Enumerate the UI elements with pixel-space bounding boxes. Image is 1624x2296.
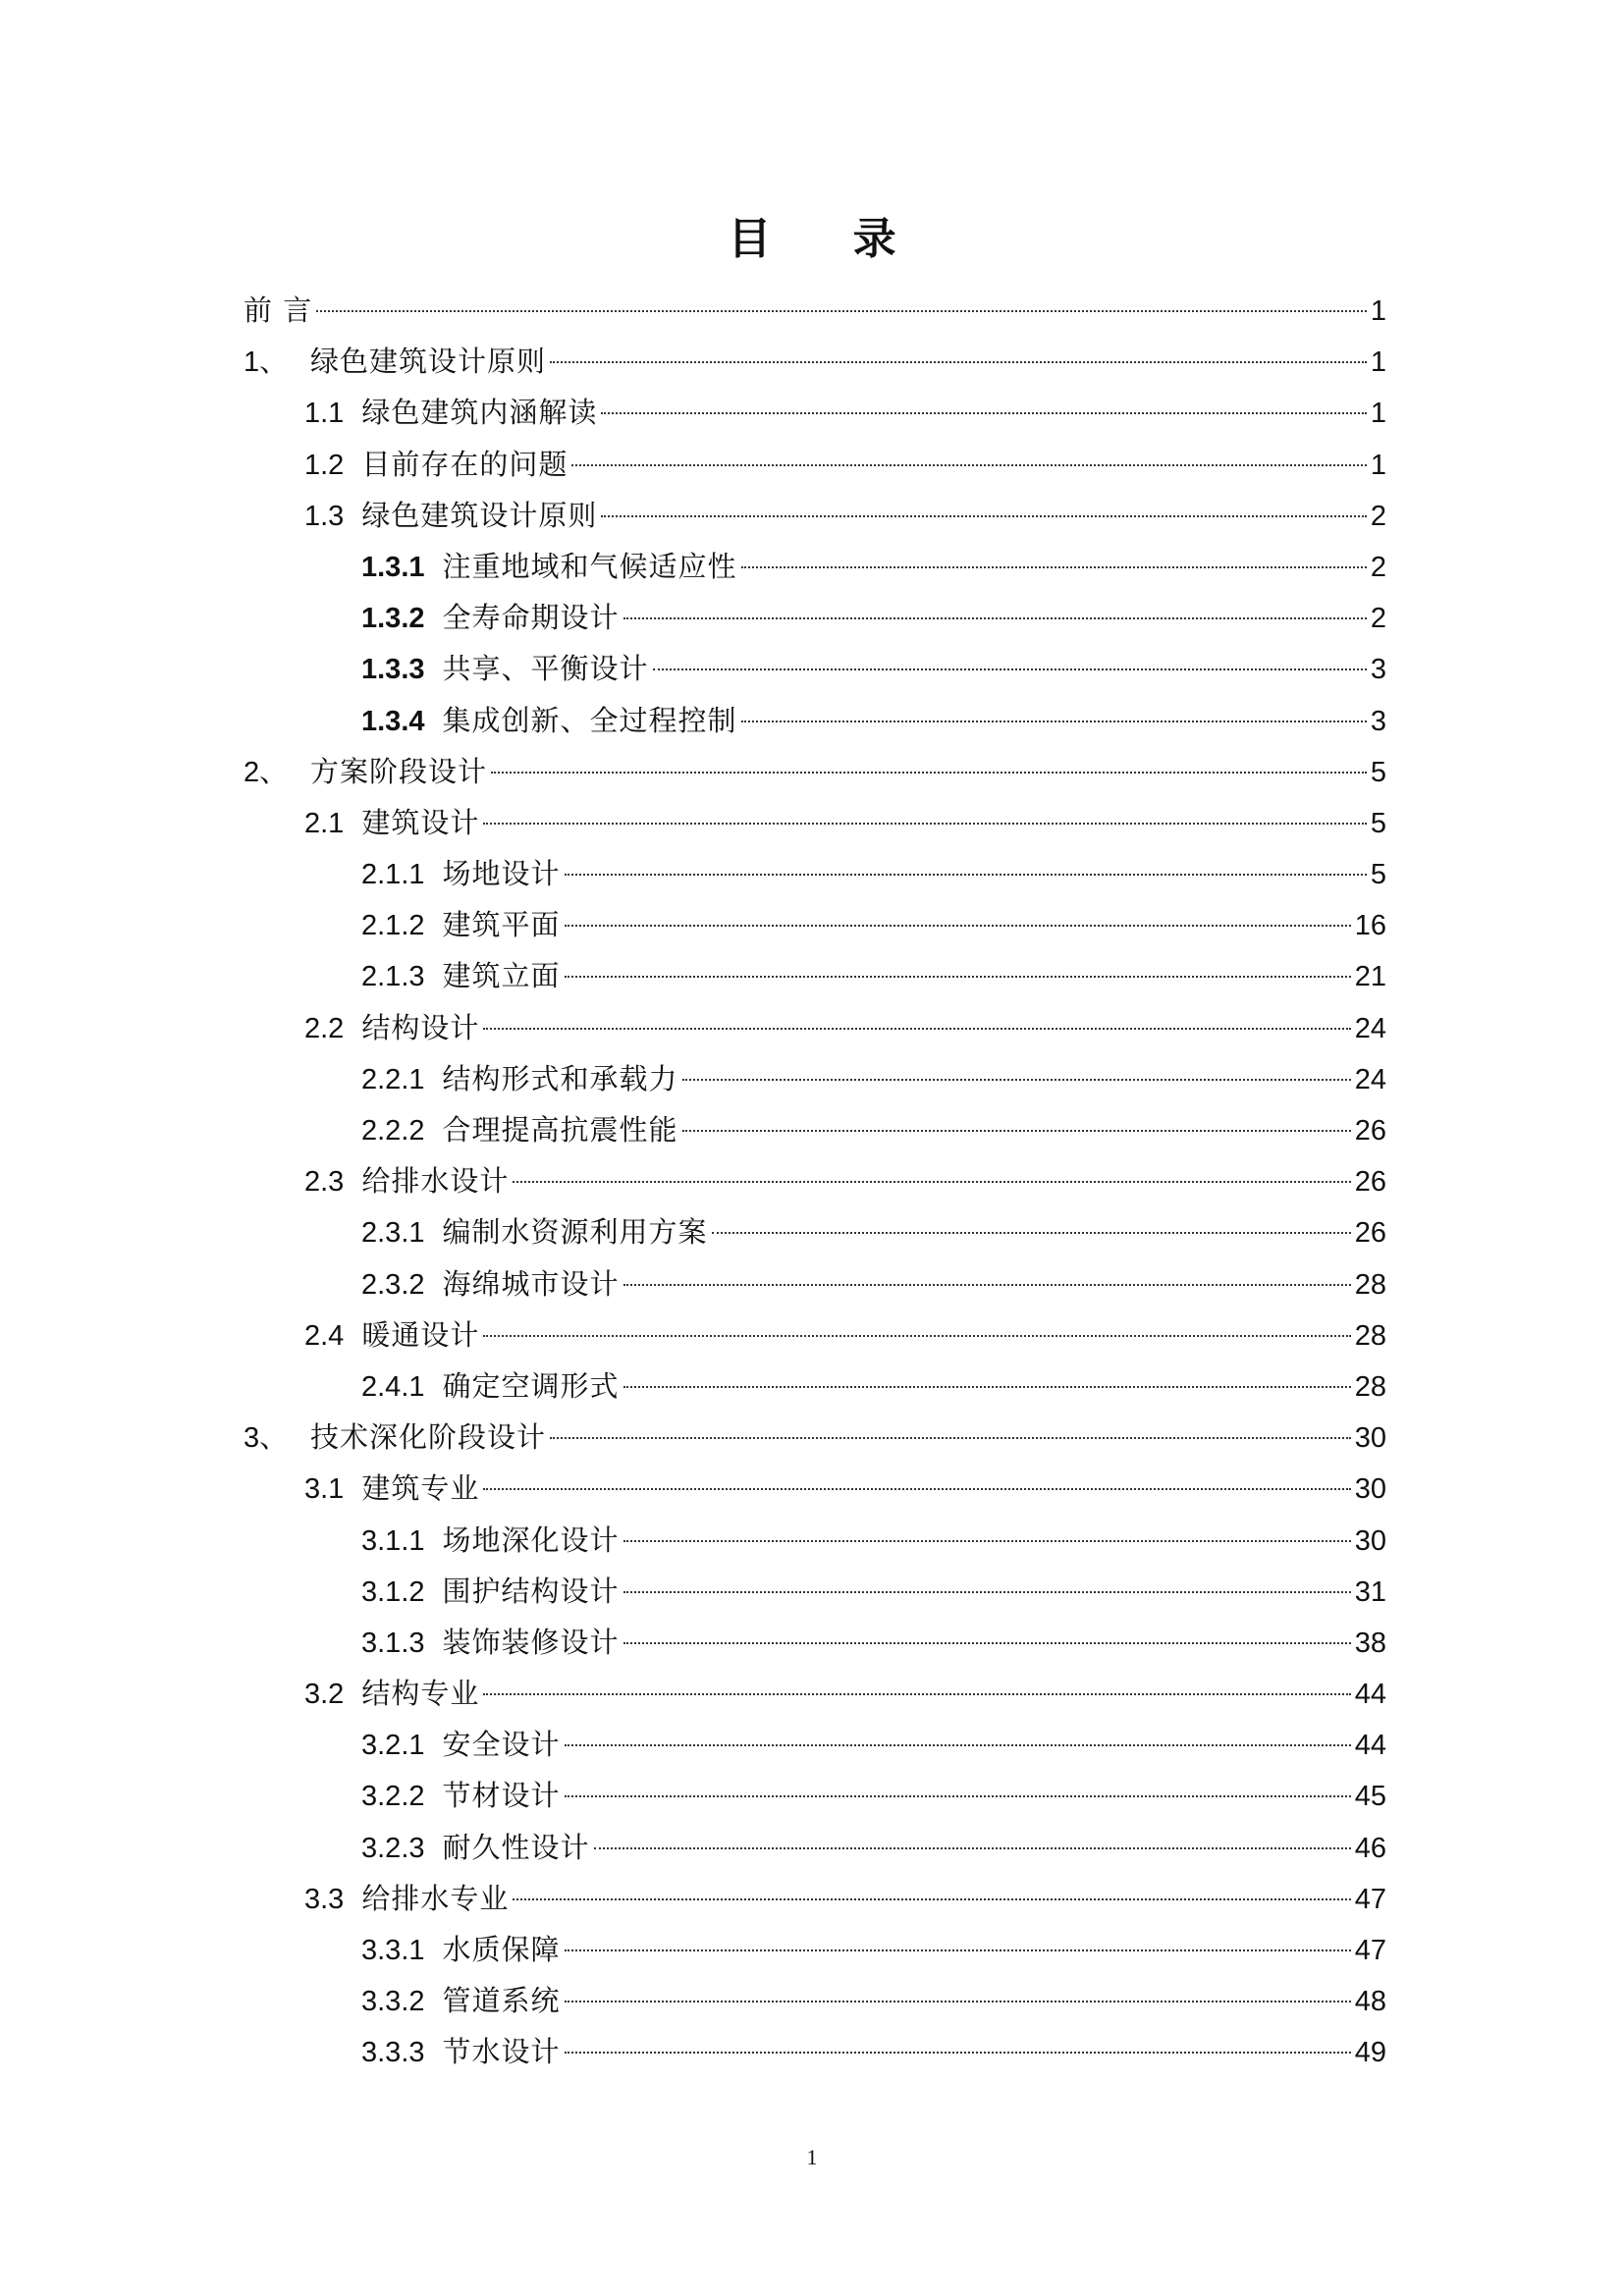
- toc-entry-page: 46: [1354, 1832, 1386, 1864]
- toc-entry-number: 2.3: [304, 1166, 345, 1199]
- toc-title: 目 录: [728, 214, 930, 264]
- toc-entry-number: 3.1: [304, 1473, 345, 1506]
- toc-entry-page: 24: [1354, 1063, 1386, 1095]
- toc-entry-page: 24: [1354, 1012, 1386, 1044]
- toc-entry-page: 38: [1354, 1627, 1386, 1659]
- dot-leader: [741, 721, 1367, 722]
- toc-entry-label: 合理提高抗震性能: [442, 1113, 678, 1147]
- toc-entry[interactable]: [244, 592, 1386, 643]
- toc-entry-label: 场地深化设计: [442, 1522, 620, 1557]
- toc-entry-page: 26: [1354, 1166, 1386, 1199]
- toc-entry-label: 共享、平衡设计: [442, 652, 649, 686]
- dot-leader: [565, 874, 1367, 876]
- toc-entry[interactable]: [244, 950, 1386, 1001]
- toc-entry[interactable]: [244, 1002, 1386, 1053]
- toc-entry[interactable]: [244, 1873, 1386, 1924]
- toc-entry-number: 1.3.2: [361, 603, 425, 635]
- toc-entry-label: 目前存在的问题: [361, 447, 568, 481]
- toc-entry-number: 2.4.1: [361, 1370, 425, 1403]
- toc-entry-label: 安全设计: [442, 1728, 561, 1762]
- toc-entry[interactable]: [244, 899, 1386, 950]
- dot-leader: [483, 1335, 1350, 1337]
- toc-entry-number: 3.1.2: [361, 1575, 425, 1608]
- toc-entry-number: 2.3.2: [361, 1268, 425, 1301]
- toc-entry-page: 28: [1354, 1268, 1386, 1301]
- toc-entry-number: 2、: [244, 756, 289, 788]
- toc-entry-page: 44: [1354, 1679, 1386, 1711]
- toc-entry-number: 2.1.3: [361, 961, 425, 993]
- toc-entry-label: 管道系统: [442, 1984, 561, 2018]
- dot-leader: [565, 2052, 1351, 2054]
- toc-entry-label: 前 言: [244, 294, 313, 327]
- toc-entry-page: 31: [1354, 1575, 1386, 1608]
- toc-entry-label: 节材设计: [442, 1779, 561, 1813]
- toc-entry-label: 结构设计: [361, 1010, 480, 1044]
- page-number: 1: [806, 2145, 818, 2169]
- dot-leader: [601, 515, 1367, 517]
- toc-entry[interactable]: [244, 1309, 1386, 1361]
- toc-entry-number: 3.3.1: [361, 1935, 425, 1966]
- toc-entry-number: 3.1.1: [361, 1524, 425, 1557]
- toc-entry-number: 2.2.2: [361, 1115, 425, 1147]
- toc-entry[interactable]: [244, 1617, 1386, 1668]
- toc-entry-page: 30: [1354, 1422, 1386, 1455]
- dot-leader: [565, 1744, 1351, 1746]
- toc-entry-number: 1.3.4: [361, 705, 425, 737]
- toc-entry-page: 26: [1354, 1217, 1386, 1250]
- toc-entry-number: 2.2.1: [361, 1063, 425, 1095]
- dot-leader: [550, 361, 1367, 363]
- dot-leader: [623, 1540, 1351, 1542]
- dot-leader: [565, 925, 1351, 927]
- toc-entry-label: 绿色建筑内涵解读: [361, 396, 598, 430]
- toc-entry-number: 2.3.1: [361, 1217, 425, 1250]
- toc-entry-number: 2.1: [304, 807, 345, 839]
- toc-entry-number: 1、: [244, 347, 289, 379]
- toc-entry-page: 2: [1370, 500, 1386, 532]
- toc-entry[interactable]: [244, 1412, 1386, 1463]
- toc-entry-page: 49: [1354, 2037, 1386, 2069]
- toc-entry[interactable]: [244, 746, 1386, 797]
- toc-entry-page: 30: [1354, 1473, 1386, 1506]
- toc-entry-number: 3.1.3: [361, 1627, 425, 1659]
- toc-entry-page: 5: [1370, 859, 1386, 891]
- toc-entry[interactable]: [244, 643, 1386, 694]
- toc-entry-page: 1: [1370, 449, 1386, 481]
- dot-leader: [594, 1847, 1351, 1849]
- toc-entry-label: 围护结构设计: [442, 1574, 620, 1608]
- toc-entry[interactable]: [244, 848, 1386, 899]
- dot-leader: [513, 1181, 1350, 1183]
- toc-entry-number: 3.2.2: [361, 1781, 425, 1813]
- toc-entry[interactable]: [244, 541, 1386, 592]
- toc-entry-page: 30: [1354, 1524, 1386, 1557]
- toc-entry-label: 方案阶段设计: [310, 754, 488, 788]
- toc-entry[interactable]: [244, 1975, 1386, 2026]
- toc-entry-number: 3、: [244, 1422, 289, 1455]
- toc-entry-page: 2: [1370, 603, 1386, 635]
- dot-leader: [623, 1642, 1351, 1644]
- dot-leader: [550, 1437, 1351, 1439]
- toc-entry-label: 耐久性设计: [442, 1830, 590, 1864]
- toc-entry-page: 3: [1370, 705, 1386, 737]
- toc-entry-page: 47: [1354, 1935, 1386, 1966]
- toc-entry[interactable]: [244, 1668, 1386, 1719]
- dot-leader: [712, 1232, 1351, 1234]
- toc-entry-label: 海绵城市设计: [442, 1266, 620, 1301]
- toc-entry-label: 结构专业: [361, 1677, 480, 1711]
- toc-entry-number: 1.1: [304, 398, 345, 430]
- toc-entry-number: 3.3: [304, 1883, 345, 1915]
- toc-entry-page: 1: [1370, 347, 1386, 379]
- toc-entry-label: 给排水专业: [361, 1881, 510, 1915]
- toc-entry-label: 集成创新、全过程控制: [442, 703, 737, 737]
- toc-entry-number: 3.2.3: [361, 1832, 425, 1864]
- toc-entry-number: 3.2.1: [361, 1730, 425, 1762]
- toc-entry-number: 3.3.3: [361, 2037, 425, 2069]
- toc-entry-page: 44: [1354, 1730, 1386, 1762]
- toc-entry-label: 绿色建筑设计原则: [310, 345, 547, 379]
- dot-leader: [565, 1795, 1351, 1797]
- dot-leader: [682, 1079, 1351, 1081]
- dot-leader: [483, 1028, 1350, 1030]
- dot-leader: [565, 2001, 1351, 2002]
- dot-leader: [483, 1693, 1350, 1695]
- toc-entry-label: 水质保障: [442, 1933, 561, 1966]
- toc-entry[interactable]: [244, 1822, 1386, 1873]
- dot-leader: [623, 1591, 1351, 1593]
- toc-entry-page: 21: [1354, 961, 1386, 993]
- toc-entry[interactable]: [244, 490, 1386, 541]
- toc-entry[interactable]: [244, 439, 1386, 490]
- toc-entry-page: 2: [1370, 551, 1386, 583]
- toc-entry[interactable]: [244, 1155, 1386, 1206]
- toc-entry-label: 技术深化阶段设计: [310, 1420, 547, 1455]
- toc-entry-page: 28: [1354, 1370, 1386, 1403]
- dot-leader: [623, 1386, 1351, 1388]
- toc-entry-page: 48: [1354, 1986, 1386, 2018]
- toc-entry-number: 2.1.2: [361, 910, 425, 942]
- dot-leader: [653, 668, 1367, 670]
- toc-entry-label: 编制水资源利用方案: [442, 1215, 708, 1250]
- toc-entry-label: 建筑平面: [442, 908, 561, 942]
- toc-entry-page: 26: [1354, 1115, 1386, 1147]
- toc-entry[interactable]: [244, 387, 1386, 438]
- toc-entry-label: 结构形式和承载力: [442, 1061, 678, 1095]
- toc-entry-number: 3.2: [304, 1679, 345, 1711]
- toc-entry-number: 3.3.2: [361, 1986, 425, 2018]
- toc-entry-page: 45: [1354, 1781, 1386, 1813]
- dot-leader: [565, 976, 1351, 978]
- dot-leader: [623, 1284, 1351, 1286]
- toc-entry[interactable]: [244, 1566, 1386, 1617]
- toc-entry[interactable]: [244, 1361, 1386, 1412]
- toc-entry[interactable]: [244, 1258, 1386, 1309]
- toc-entry-label: 节水设计: [442, 2035, 561, 2069]
- toc-entry-label: 绿色建筑设计原则: [361, 498, 598, 532]
- toc-entry[interactable]: [244, 695, 1386, 746]
- dot-leader: [682, 1130, 1351, 1132]
- toc-entry-page: 16: [1354, 910, 1386, 942]
- dot-leader: [513, 1898, 1350, 1900]
- toc-entry-label: 注重地域和气候适应性: [442, 549, 737, 583]
- dot-leader: [491, 772, 1367, 774]
- toc-entry[interactable]: [244, 1515, 1386, 1566]
- dot-leader: [601, 412, 1367, 414]
- dot-leader: [571, 464, 1367, 466]
- toc-entry[interactable]: [244, 1104, 1386, 1155]
- toc-entry[interactable]: [244, 797, 1386, 848]
- toc-entry[interactable]: [244, 285, 1386, 336]
- dot-leader: [483, 823, 1367, 825]
- toc-entry-number: 1.3.1: [361, 551, 425, 583]
- dot-leader: [623, 617, 1367, 619]
- toc-entry-label: 建筑设计: [361, 805, 480, 839]
- toc-entry[interactable]: [244, 1053, 1386, 1104]
- toc-entry-label: 暖通设计: [361, 1317, 480, 1352]
- toc-entry-number: 1.2: [304, 449, 345, 481]
- toc-entry[interactable]: [244, 2026, 1386, 2077]
- toc-entry-page: 5: [1370, 807, 1386, 839]
- toc-entry-page: 47: [1354, 1883, 1386, 1915]
- toc-entry[interactable]: [244, 1463, 1386, 1514]
- toc-entry-page: 3: [1370, 654, 1386, 686]
- toc-entry-page: 1: [1370, 295, 1386, 327]
- toc-entry-label: 全寿命期设计: [442, 601, 620, 635]
- toc-entry-number: 1.3.3: [361, 654, 425, 686]
- toc-entry-label: 建筑专业: [361, 1471, 480, 1506]
- toc-entry[interactable]: [244, 1719, 1386, 1770]
- toc-entry-number: 2.1.1: [361, 859, 425, 891]
- dot-leader: [741, 566, 1367, 568]
- toc-entry-page: 28: [1354, 1319, 1386, 1352]
- dot-leader: [483, 1488, 1350, 1490]
- table-of-contents: [244, 285, 1386, 2078]
- toc-entry-label: 装饰装修设计: [442, 1625, 620, 1659]
- dot-leader: [316, 310, 1367, 312]
- toc-entry[interactable]: [244, 1770, 1386, 1821]
- dot-leader: [565, 1949, 1351, 1951]
- toc-entry-number: 2.4: [304, 1319, 345, 1352]
- toc-entry-label: 确定空调形式: [442, 1368, 620, 1403]
- toc-entry-label: 建筑立面: [442, 959, 561, 993]
- toc-entry-page: 1: [1370, 398, 1386, 430]
- toc-entry[interactable]: [244, 336, 1386, 387]
- toc-entry[interactable]: [244, 1924, 1386, 1975]
- toc-entry-label: 场地设计: [442, 857, 561, 891]
- toc-entry-number: 2.2: [304, 1012, 345, 1044]
- toc-entry-number: 1.3: [304, 500, 345, 532]
- toc-entry[interactable]: [244, 1206, 1386, 1257]
- toc-entry-page: 5: [1370, 756, 1386, 788]
- toc-entry-label: 给排水设计: [361, 1164, 510, 1199]
